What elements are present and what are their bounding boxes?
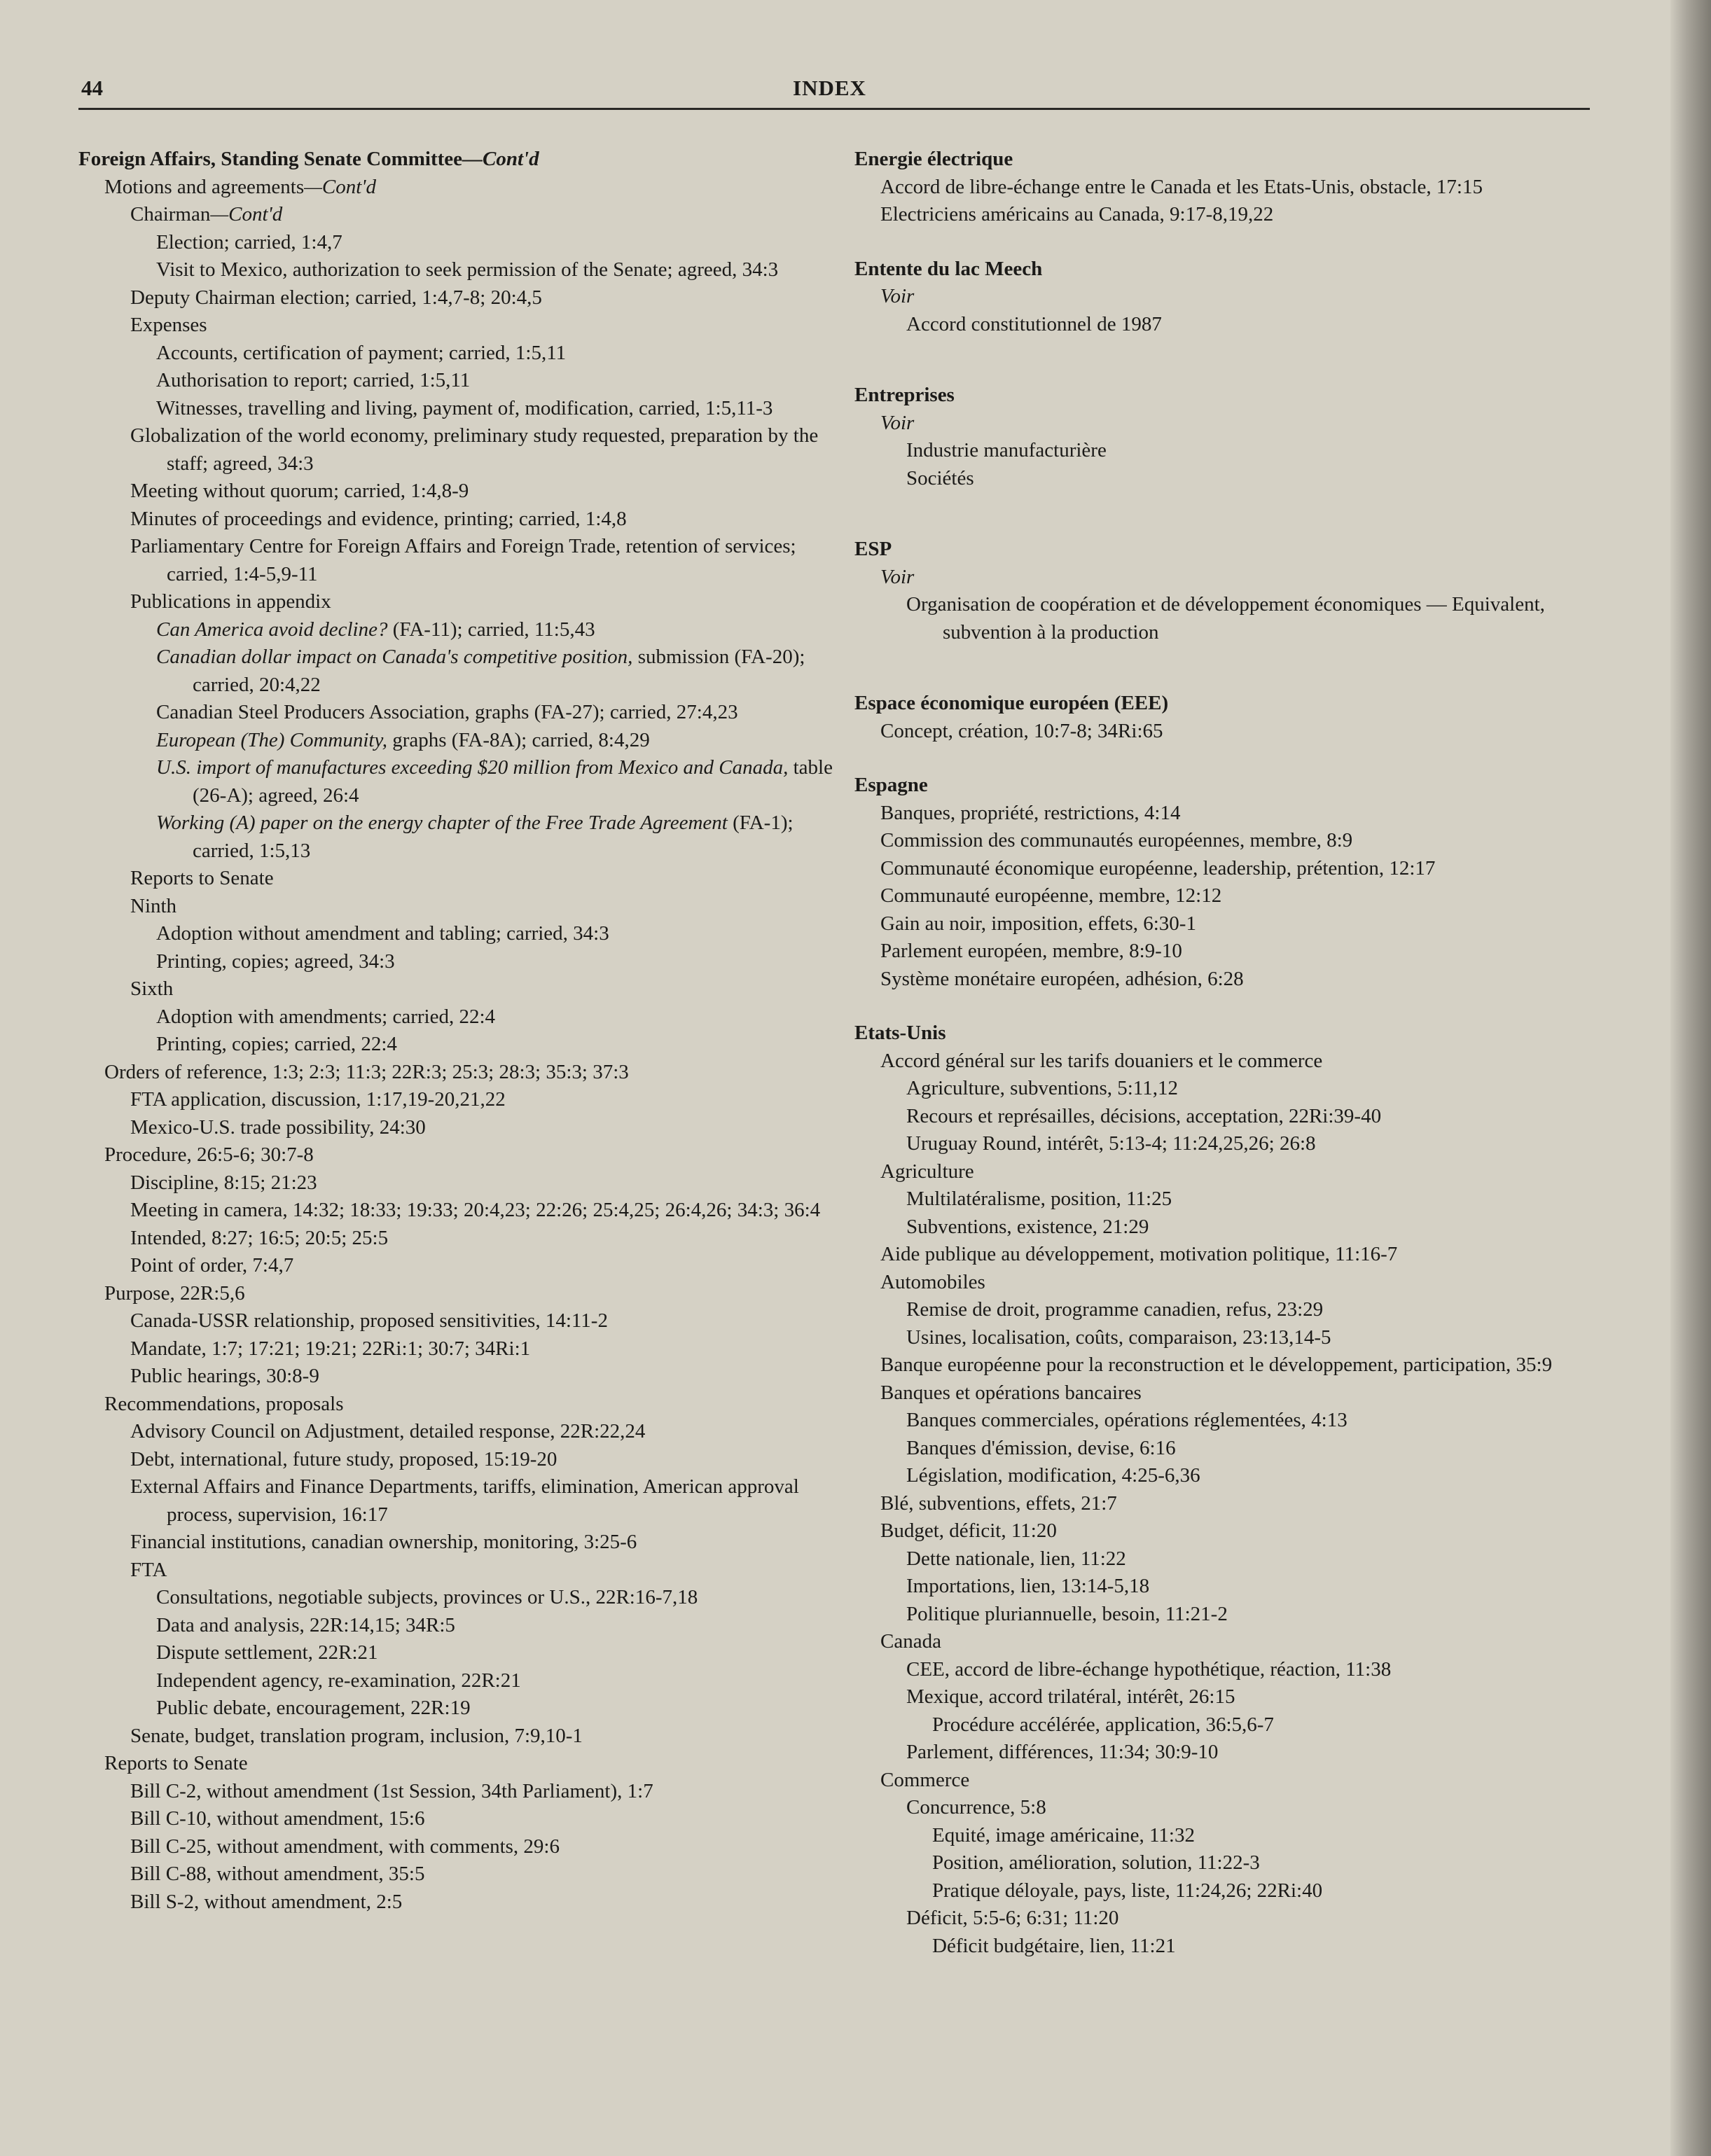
index-entry [78, 644, 833, 699]
entry-text: Authorisation to report; carried, 1:5,11 [156, 369, 471, 391]
entry-text: Minutes of proceedings and evidence, printing; carried, 1:4,8 [130, 507, 627, 530]
entry-text: Deputy Chairman election; carried, 1:4,7-8; 20:4,5 [130, 286, 542, 309]
entry-spacer [854, 338, 1611, 382]
entry-text: Equité, image américaine, 11:32 [932, 1823, 1195, 1846]
entry-text: Sixth [130, 978, 174, 1000]
index-entry [854, 1794, 1611, 1822]
entry-text: Recommendations, proposals [104, 1392, 344, 1415]
index-entry [854, 410, 1611, 438]
index-entry [78, 506, 833, 534]
entry-text: Expenses [130, 314, 207, 336]
index-entry [854, 910, 1611, 938]
entry-text: Point of order, 7:4,7 [130, 1254, 294, 1277]
index-entry [78, 1639, 833, 1667]
index-entry [854, 174, 1611, 202]
entry-spacer [854, 993, 1611, 1020]
index-entry [854, 201, 1611, 229]
entry-text: ESP [854, 538, 892, 560]
entry-text: Importations, lien, 13:14-5,18 [906, 1575, 1150, 1597]
entry-spacer [854, 229, 1611, 256]
entry-text: European (The) Community, [156, 728, 387, 751]
index-entry [78, 284, 833, 312]
entry-text: Banques commerciales, opérations réglementées, 4:13 [906, 1409, 1348, 1431]
entry-text: Canadian Steel Producers Association, graphs (FA-27); carried, 27:4,23 [156, 701, 738, 723]
index-entry [78, 1169, 833, 1197]
index-entry [78, 1667, 833, 1695]
index-entry [854, 1573, 1611, 1601]
entry-text: Pratique déloyale, pays, liste, 11:24,26; 22Ri:40 [932, 1879, 1323, 1902]
header-rule [78, 108, 1590, 110]
entry-text: Printing, copies; carried, 22:4 [156, 1033, 397, 1055]
index-entry [854, 1849, 1611, 1877]
entry-text: Bill C-2, without amendment (1st Session, 34th Parliament), 1:7 [130, 1779, 653, 1802]
page-number: 44 [81, 76, 103, 100]
index-entry [78, 533, 833, 588]
entry-text: Adoption without amendment and tabling; carried, 34:3 [156, 922, 609, 945]
index-heading [854, 536, 1611, 564]
entry-text: Recours et représailles, décisions, acceptation, 22Ri:39-40 [906, 1104, 1382, 1127]
index-entry [78, 865, 833, 893]
index-entry [78, 478, 833, 506]
entry-text: Sociétés [906, 466, 974, 489]
index-entry [78, 754, 833, 809]
index-entry [854, 718, 1611, 746]
entry-text: Working (A) paper on the energy chapter of the Free Trade Agreement [156, 812, 728, 834]
index-heading [854, 1020, 1611, 1048]
index-entry [854, 437, 1611, 465]
index-entry [78, 809, 833, 865]
entry-text: Advisory Council on Adjustment, detailed response, 22R:22,24 [130, 1420, 646, 1442]
index-entry [854, 1075, 1611, 1103]
page-header [78, 76, 1590, 111]
index-entry [854, 1379, 1611, 1407]
index-entry [854, 311, 1611, 339]
entry-text: Concurrence, 5:8 [906, 1796, 1046, 1818]
entry-text: Etats-Unis [854, 1022, 946, 1044]
entry-text: Budget, déficit, 11:20 [880, 1519, 1057, 1542]
index-entry [854, 1103, 1611, 1131]
entry-text: Politique pluriannuelle, besoin, 11:21-2 [906, 1602, 1228, 1625]
index-entry [78, 1584, 833, 1612]
entry-text: Mexico-U.S. trade possibility, 24:30 [130, 1115, 426, 1139]
entry-text: Espace économique européen (EEE) [854, 692, 1169, 714]
entry-text: Déficit budgétaire, lien, 11:21 [932, 1934, 1176, 1957]
index-heading [854, 146, 1611, 174]
entry-text: Orders of reference, 1:3; 2:3; 11:3; 22R:3; 25:3; 28:3; 35:3; 37:3 [104, 1060, 629, 1083]
index-entry [78, 1059, 833, 1087]
entry-text: Aide publique au développement, motivation politique, 11:16-7 [880, 1243, 1398, 1265]
entry-spacer [854, 492, 1611, 536]
index-entry [78, 1280, 833, 1308]
index-entry [78, 422, 833, 478]
entry-text: Publications in appendix [130, 590, 331, 613]
entry-text: Communauté européenne, membre, 12:12 [880, 884, 1222, 907]
entry-text: Accord général sur les tarifs douaniers et le commerce [880, 1049, 1323, 1072]
index-heading [78, 146, 833, 174]
entry-text: Entente du lac Meech [854, 257, 1043, 280]
index-entry [78, 1473, 833, 1529]
index-entry [854, 1490, 1611, 1518]
right-index-column [854, 146, 1611, 1960]
entry-text: CEE, accord de libre-échange hypothétique, réaction, 11:38 [906, 1657, 1392, 1681]
entry-text: Agriculture, subventions, 5:11,12 [906, 1077, 1178, 1099]
index-heading [854, 772, 1611, 800]
index-entry [854, 465, 1611, 493]
entry-text: Public debate, encouragement, 22R:19 [156, 1697, 471, 1719]
index-entry [78, 1252, 833, 1280]
entry-text: Uruguay Round, intérêt, 5:13-4; 11:24,25,26; 26:8 [906, 1132, 1316, 1155]
entry-text: Subventions, existence, 21:29 [906, 1215, 1149, 1238]
index-entry [78, 975, 833, 1003]
index-entry [854, 1435, 1611, 1463]
index-entry [78, 1225, 833, 1253]
index-entry [78, 1031, 833, 1059]
index-entry [854, 283, 1611, 311]
entry-text: Public hearings, 30:8-9 [130, 1365, 319, 1387]
index-entry [854, 1269, 1611, 1297]
entry-text: Accord constitutionnel de 1987 [906, 312, 1162, 335]
entry-text: Agriculture [880, 1160, 974, 1183]
entry-text: Consultations, negotiable subjects, provinces or U.S., 22R:16-7,18 [156, 1586, 698, 1608]
entry-text: Commission des communautés européennes, membre, 8:9 [880, 829, 1353, 851]
entry-text: Multilatéralisme, position, 11:25 [906, 1188, 1172, 1210]
index-entry [78, 1335, 833, 1363]
entry-text: Usines, localisation, coûts, comparaison, 23:13,14-5 [906, 1326, 1331, 1349]
index-entry [854, 564, 1611, 592]
entry-text: Bill C-25, without amendment, with comments, 29:6 [130, 1835, 560, 1858]
entry-text: Banques, propriété, restrictions, 4:14 [880, 801, 1181, 824]
index-entry [854, 882, 1611, 910]
index-entry [854, 1933, 1611, 1961]
entry-suffix: —Cont'd [304, 175, 376, 198]
index-entry [854, 1407, 1611, 1435]
entry-text: Meeting in camera, 14:32; 18:33; 19:33; 20:4,23; 22:26; 25:4,25; 26:4,26; 34:3; 36:4 [130, 1199, 821, 1221]
index-entry [78, 588, 833, 616]
entry-text: Parlement européen, membre, 8:9-10 [880, 940, 1182, 962]
entry-text: Automobiles [880, 1270, 985, 1293]
index-entry [854, 938, 1611, 966]
entry-suffix: submission (FA-20); carried, 20:4,22 [193, 646, 805, 696]
index-entry [854, 591, 1611, 646]
entry-text: Blé, subventions, effets, 21:7 [880, 1491, 1117, 1515]
entry-text: Système monétaire européen, adhésion, 6:28 [880, 967, 1244, 990]
index-entry [854, 1517, 1611, 1545]
entry-spacer [854, 646, 1611, 690]
entry-text: U.S. import of manufactures exceeding $20 million from Mexico and Canada, [156, 756, 789, 779]
entry-text: Mexique, accord trilatéral, intérêt, 26:15 [906, 1685, 1235, 1708]
index-entry [78, 1778, 833, 1806]
index-entry [78, 1557, 833, 1585]
index-entry [854, 1158, 1611, 1186]
entry-text: Adoption with amendments; carried, 22:4 [156, 1005, 496, 1028]
index-entry [78, 256, 833, 284]
index-entry [854, 1767, 1611, 1795]
entry-text: FTA application, discussion, 1:17,19-20,21,22 [130, 1088, 506, 1111]
entry-text: Voir [880, 285, 915, 307]
index-entry [78, 1723, 833, 1751]
entry-text: Mandate, 1:7; 17:21; 19:21; 22Ri:1; 30:7; 34Ri:1 [130, 1337, 531, 1360]
entry-text: Globalization of the world economy, preliminary study requested, preparation by the staff; agreed, 34:3 [130, 424, 819, 475]
entry-text: Data and analysis, 22R:14,15; 34R:5 [156, 1613, 455, 1636]
entry-text: Canada [880, 1630, 941, 1653]
index-entry [78, 948, 833, 976]
entry-suffix: graphs (FA-8A); carried, 8:4,29 [387, 728, 650, 751]
index-heading [854, 690, 1611, 718]
entry-text: Banques et opérations bancaires [880, 1381, 1142, 1404]
index-entry [854, 1324, 1611, 1352]
entry-text: Législation, modification, 4:25-6,36 [906, 1464, 1200, 1487]
entry-text: Accounts, certification of payment; carried, 1:5,11 [156, 341, 567, 364]
index-entry [78, 1391, 833, 1419]
index-entry [854, 1130, 1611, 1158]
index-entry [78, 1141, 833, 1169]
index-entry [854, 1462, 1611, 1490]
index-entry [78, 1750, 833, 1778]
index-entry [854, 855, 1611, 883]
index-entry [854, 1213, 1611, 1242]
index-entry [854, 1296, 1611, 1324]
entry-text: Industrie manufacturière [906, 439, 1107, 461]
index-entry [78, 1003, 833, 1031]
entry-text: Purpose, 22R:5,6 [104, 1281, 245, 1305]
index-entry [854, 1241, 1611, 1269]
entry-text: Voir [880, 411, 915, 434]
entry-text: Dette nationale, lien, 11:22 [906, 1547, 1126, 1570]
entry-suffix: —Cont'd [462, 148, 539, 170]
entry-text: Dispute settlement, 22R:21 [156, 1641, 378, 1664]
book-binding-edge [1670, 0, 1711, 2156]
entry-text: Entreprises [854, 384, 955, 406]
index-entry [78, 201, 833, 229]
index-entry [78, 893, 833, 921]
index-entry [78, 1114, 833, 1142]
index-entry [78, 1197, 833, 1225]
index-entry [78, 920, 833, 948]
index-entry [854, 1628, 1611, 1656]
index-entry [854, 827, 1611, 855]
entry-text: Procedure, 26:5-6; 30:7-8 [104, 1143, 314, 1166]
page-title: INDEX [793, 76, 866, 100]
index-entry [854, 1351, 1611, 1379]
index-entry [78, 616, 833, 644]
entry-text: Parliamentary Centre for Foreign Affairs and Foreign Trade, retention of services; carried, 1:4-5,9-11 [130, 535, 796, 585]
entry-text: Energie électrique [854, 148, 1013, 170]
index-entry [78, 1861, 833, 1889]
index-entry [854, 1545, 1611, 1573]
index-entry [78, 1612, 833, 1640]
entry-text: Bill S-2, without amendment, 2:5 [130, 1890, 403, 1913]
index-entry [854, 1683, 1611, 1711]
entry-text: Meeting without quorum; carried, 1:4,8-9 [130, 480, 469, 502]
entry-text: Intended, 8:27; 16:5; 20:5; 25:5 [130, 1226, 389, 1249]
entry-text: Déficit, 5:5-6; 6:31; 11:20 [906, 1907, 1119, 1929]
entry-text: Voir [880, 565, 915, 588]
entry-text: Position, amélioration, solution, 11:22-3 [932, 1851, 1260, 1874]
index-entry [78, 1363, 833, 1391]
left-index-column [78, 146, 833, 1916]
index-entry [78, 1833, 833, 1861]
entry-spacer [854, 745, 1611, 772]
index-heading [854, 382, 1611, 410]
entry-text: Motions and agreements [104, 175, 305, 198]
entry-text: Electriciens américains au Canada, 9:17-8,19,22 [880, 203, 1274, 225]
index-entry [854, 966, 1611, 994]
entry-text: Printing, copies; agreed, 34:3 [156, 950, 395, 973]
entry-text: Communauté économique européenne, leadership, prétention, 12:17 [880, 856, 1436, 879]
entry-text: Reports to Senate [130, 867, 274, 889]
entry-text: Reports to Senate [104, 1752, 248, 1774]
entry-text: Bill C-88, without amendment, 35:5 [130, 1863, 425, 1885]
entry-text: Ninth [130, 894, 177, 917]
index-entry [78, 174, 833, 202]
index-entry [78, 395, 833, 423]
index-entry [854, 1185, 1611, 1213]
index-entry [78, 1418, 833, 1446]
index-entry [78, 1695, 833, 1723]
index-entry [78, 727, 833, 755]
entry-text: Senate, budget, translation program, inclusion, 7:9,10-1 [130, 1724, 583, 1747]
index-entry [78, 312, 833, 340]
entry-text: Can America avoid decline? [156, 618, 388, 641]
index-entry [78, 367, 833, 395]
entry-suffix: table (26-A); agreed, 26:4 [193, 756, 833, 807]
index-entry [854, 1822, 1611, 1850]
entry-text: Witnesses, travelling and living, payment of, modification, carried, 1:5,11-3 [156, 396, 773, 419]
entry-text: Parlement, différences, 11:34; 30:9-10 [906, 1741, 1219, 1763]
entry-text: Espagne [854, 774, 928, 796]
entry-suffix: (FA-11); carried, 11:5,43 [387, 618, 595, 641]
entry-text: Canada-USSR relationship, proposed sensitivities, 14:11-2 [130, 1309, 608, 1332]
entry-text: Accord de libre-échange entre le Canada et les Etats-Unis, obstacle, 17:15 [880, 175, 1483, 198]
index-entry [854, 1656, 1611, 1684]
index-entry [78, 340, 833, 368]
entry-text: Banque européenne pour la reconstruction et le développement, participation, 35:9 [880, 1354, 1553, 1376]
index-entry [78, 229, 833, 257]
index-entry [854, 1739, 1611, 1767]
index-entry [78, 699, 833, 727]
entry-text: Debt, international, future study, proposed, 15:19-20 [130, 1447, 557, 1470]
index-entry [78, 1307, 833, 1335]
entry-text: Foreign Affairs, Standing Senate Committee [78, 148, 462, 170]
entry-text: Commerce [880, 1768, 970, 1791]
entry-text: Organisation de coopération et de développement économiques — Equivalent, subvention à la production [906, 593, 1545, 644]
entry-suffix: —Cont'd [210, 203, 283, 225]
entry-text: Election; carried, 1:4,7 [156, 230, 342, 253]
index-heading [854, 256, 1611, 284]
entry-text: FTA [130, 1558, 167, 1581]
index-entry [854, 800, 1611, 828]
index-entry [854, 1601, 1611, 1629]
index-entry [78, 1529, 833, 1557]
index-entry [854, 1048, 1611, 1076]
entry-text: Concept, création, 10:7-8; 34Ri:65 [880, 719, 1163, 742]
entry-text: Discipline, 8:15; 21:23 [130, 1171, 317, 1194]
index-entry [78, 1805, 833, 1833]
entry-text: Remise de droit, programme canadien, refus, 23:29 [906, 1298, 1324, 1321]
entry-text: Procédure accélérée, application, 36:5,6-7 [932, 1713, 1274, 1736]
entry-text: Chairman [130, 203, 211, 225]
entry-text: Financial institutions, canadian ownership, monitoring, 3:25-6 [130, 1531, 637, 1553]
entry-text: Bill C-10, without amendment, 15:6 [130, 1807, 425, 1830]
entry-text: Gain au noir, imposition, effets, 6:30-1 [880, 912, 1196, 935]
entry-text: Independent agency, re-examination, 22R:21 [156, 1669, 521, 1692]
index-entry [854, 1905, 1611, 1933]
entry-suffix: (FA-1); carried, 1:5,13 [193, 812, 794, 862]
index-entry [78, 1889, 833, 1917]
index-entry [854, 1711, 1611, 1739]
index-entry [854, 1877, 1611, 1905]
entry-text: External Affairs and Finance Departments, tariffs, elimination, American approval process, supervision, 16:17 [130, 1475, 799, 1526]
index-entry [78, 1446, 833, 1474]
entry-text: Visit to Mexico, authorization to seek permission of the Senate; agreed, 34:3 [156, 258, 779, 281]
entry-text: Banques d'émission, devise, 6:16 [906, 1436, 1176, 1459]
index-entry [78, 1086, 833, 1114]
entry-text: Canadian dollar impact on Canada's competitive position, [156, 646, 633, 668]
